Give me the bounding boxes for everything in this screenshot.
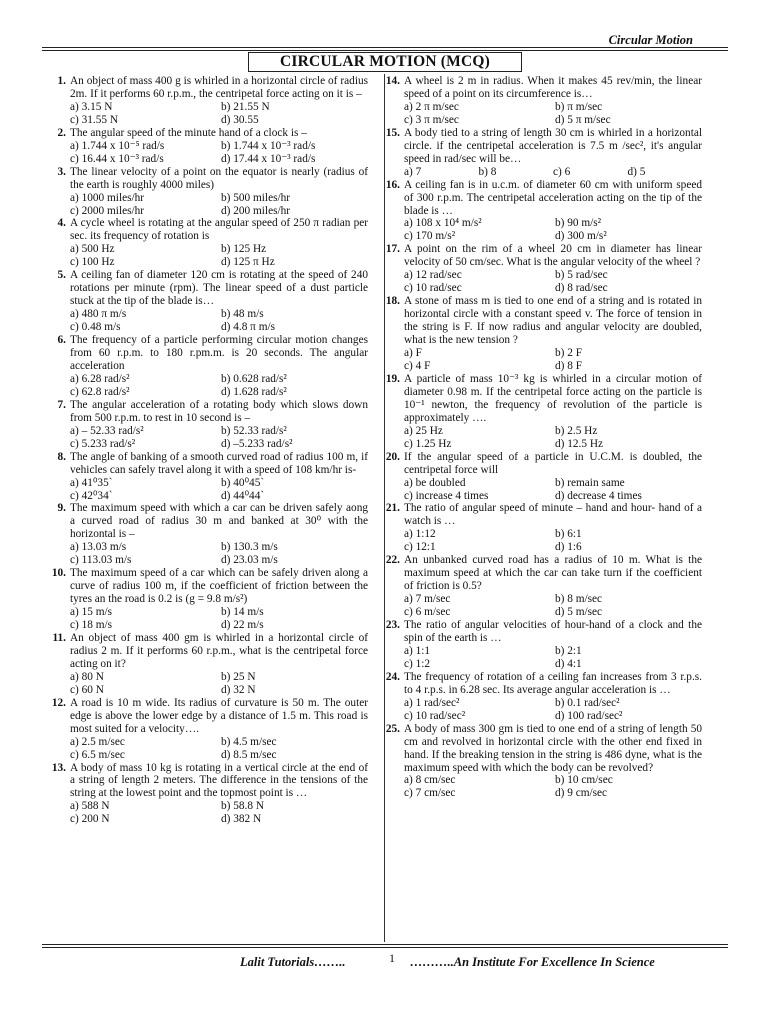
answer-option: b) 52.33 rad/s² (221, 424, 287, 437)
options-grid (70, 671, 368, 697)
answer-option: d) 125 π Hz (221, 256, 275, 269)
answer-option: b) 48 m/s (221, 308, 264, 321)
options-grid (404, 166, 702, 179)
answer-option: b) 6:1 (555, 528, 582, 541)
question-text: An object of mass 400 gm is whirled in a horizontal circle of radius 2 m. If it performs 60 r.p.m., what is the centripetal force acting on it? (70, 631, 368, 670)
answer-option: c) 0.48 m/s (70, 321, 121, 334)
answer-option: c) 100 Hz (70, 256, 115, 269)
answer-option: b) 25 N (221, 670, 256, 683)
question-item (385, 502, 702, 554)
options-grid (404, 477, 702, 503)
question-number: 24. (385, 670, 400, 683)
top-rule (42, 47, 728, 51)
question-text: A ceiling fan of diameter 120 cm is rotating at the speed of 240 rotations per minute (rpm). The linear speed of a dust particle stuck at the tip of the blade is… (70, 269, 368, 308)
answer-option: b) 5 rad/sec (555, 269, 608, 282)
answer-option: a) 480 π m/s (70, 308, 127, 321)
answer-option: c) 12:1 (404, 541, 436, 554)
options-grid (70, 192, 368, 218)
answer-option: a) 15 m/s (70, 606, 113, 619)
answer-option: b) 4.5 m/sec (221, 735, 277, 748)
answer-option: a) 1.744 x 10⁻⁵ rad/s (70, 139, 165, 152)
question-text: An object of mass 400 g is whirled in a horizontal circle of radius 2m. If it performs 60 r.p.m., the centripetal force acting on it is – (70, 75, 368, 100)
answer-option: a) 2 π m/sec (404, 100, 459, 113)
answer-option: a) 2.5 m/sec (70, 735, 125, 748)
answer-option: d) 32 N (221, 683, 256, 696)
answer-option: c) 7 cm/sec (404, 787, 456, 800)
question-text: An unbanked curved road has a radius of 10 m. What is the maximum speed at which the car can take turn if the coefficient of friction is 0.5? (404, 554, 702, 593)
answer-option: b) 2:1 (555, 644, 582, 657)
question-item (57, 398, 368, 451)
question-text: A road is 10 m wide. Its radius of curvature is 50 m. The outer edge is above the lower edge by a distance of 1.5 m. This road is most suited for a velocity…. (70, 696, 368, 735)
answer-option: d) 30.55 (221, 113, 259, 126)
question-item (51, 567, 368, 632)
answer-option: b) 8 m/sec (555, 593, 603, 606)
options-grid (404, 425, 702, 451)
question-text: The maximum speed of a car which can be safely driven along a curve of radius 100 m, if the coefficient of friction between the tyres an the road is 0.2 is (g = 9.8 m/s²) (70, 567, 368, 606)
options-grid (70, 373, 368, 399)
question-text: The angle of banking of a smooth curved road of radius 100 m, if vehicles can safely travel along it with a speed of 108 km/hr is- (70, 450, 368, 476)
answer-option: d) 5 m/sec (555, 606, 603, 619)
answer-option: c) 16.44 x 10⁻³ rad/s (70, 152, 164, 165)
options-grid (70, 140, 368, 166)
answer-option: a) 588 N (70, 800, 110, 813)
answer-option: a) 41⁰35` (70, 476, 113, 489)
answer-option: b) π m/sec (555, 100, 603, 113)
answer-option: d) 8 F (555, 359, 582, 372)
options-grid (404, 645, 702, 671)
options-grid (404, 347, 702, 373)
question-item (385, 450, 702, 503)
question-text: The maximum speed with which a car can be driven safely aong a curved road of radius 30 m and banked at 30⁰ with the horizontal is – (70, 502, 368, 541)
answer-option: d) 300 m/s² (555, 230, 607, 243)
options-grid (70, 541, 368, 567)
question-number: 18. (385, 295, 400, 308)
question-item (385, 670, 702, 723)
answer-option: c) 18 m/s (70, 619, 113, 632)
question-number: 10. (51, 567, 66, 580)
question-number: 15. (385, 126, 400, 139)
answer-option: c) 3 π m/sec (404, 113, 459, 126)
answer-option: b) remain same (555, 476, 625, 489)
question-item (57, 217, 368, 269)
options-grid (404, 774, 702, 800)
left-column (51, 75, 368, 826)
question-text: The frequency of a particle performing circular motion changes from 60 r.p.m. to 180 r.pm.m. is 20 seconds. The angular acceleration (70, 334, 368, 372)
question-number: 19. (385, 372, 400, 385)
question-item (57, 450, 368, 503)
answer-option: b) 21.55 N (221, 100, 270, 113)
answer-option: a) F (404, 347, 422, 360)
answer-option: b) 14 m/s (221, 606, 264, 619)
answer-option: a) 80 N (70, 670, 104, 683)
question-text: The angular acceleration of a rotating body which slows down from 500 r.p.m. to rest in 10 second is – (70, 398, 368, 424)
answer-option: d) 4:1 (555, 657, 582, 670)
options-grid (404, 528, 702, 554)
answer-option: c) 62.8 rad/s² (70, 385, 130, 398)
answer-option: a) 7 m/sec (404, 593, 451, 606)
question-number: 7. (57, 398, 66, 411)
question-text: A particle of mass 10⁻³ kg is whirled in a circular motion of diameter 0.98 m. If the centripetal force acting on the particle is 10⁻¹ newton, the frequency of revolution of the particle is approximately …. (404, 372, 702, 424)
question-item (57, 126, 368, 166)
answer-option: c) 6 (553, 165, 571, 178)
question-text: A body tied to a string of length 30 cm is whirled in a horizontal circle. if the centripetal acceleration is 7.5 m /sec², it's angular speed in rad/sec will be… (404, 126, 702, 165)
answer-option: b) 0.1 rad/sec² (555, 696, 620, 709)
answer-option: b) 130.3 m/s (221, 541, 278, 554)
answer-option: d) 5 π m/sec (555, 113, 611, 126)
answer-option: d) 23.03 m/s (221, 554, 278, 567)
answer-option: d) –5.233 rad/s² (221, 437, 293, 450)
question-item (51, 761, 368, 827)
question-number: 8. (57, 450, 66, 463)
answer-option: b) 2 F (555, 347, 582, 360)
answer-option: d) 12.5 Hz (555, 437, 604, 450)
question-text: A body of mass 10 kg is rotating in a vertical circle at the end of a string of length 2 meters. The difference in the tensions of the string at the lowest point and the topmost point is … (70, 761, 368, 800)
options-grid (70, 243, 368, 269)
question-item (57, 165, 368, 218)
answer-option: b) 40⁰45` (221, 476, 265, 489)
answer-option: d) 382 N (221, 813, 262, 826)
answer-option: d) decrease 4 times (555, 489, 642, 502)
options-grid (70, 308, 368, 334)
footer-institute: Lalit Tutorials…….. (240, 955, 346, 969)
answer-option: d) 22 m/s (221, 619, 264, 632)
question-number: 3. (57, 165, 66, 178)
question-item (385, 295, 702, 373)
question-item (385, 372, 702, 451)
answer-option: c) 42⁰34` (70, 489, 113, 502)
answer-option: d) 8 rad/sec (555, 282, 608, 295)
answer-option: c) 5.233 rad/s² (70, 437, 136, 450)
question-text: The frequency of rotation of a ceiling fan increases from 3 r.p.s. to 4 r.p.s. in 6.28 sec. Its average angular acceleration is … (404, 670, 702, 696)
answer-option: a) 3.15 N (70, 100, 113, 113)
answer-option: b) 125 Hz (221, 243, 267, 256)
question-item (57, 269, 368, 334)
question-text: A point on the rim of a wheel 20 cm in diameter has linear velocity of 50 cm/sec. What is the angular velocity of the wheel ? (404, 243, 702, 269)
answer-option: c) 6.5 m/sec (70, 748, 125, 761)
answer-option: d) 17.44 x 10⁻³ rad/s (221, 152, 316, 165)
question-text: A body of mass 300 gm is tied to one end of a string of length 50 cm and revolved in horizontal circle with the other end fixed in hand. If the breaking tension in the string is 486 dyne, what is the maximum speed with which the body can be revolved? (404, 722, 702, 774)
answer-option: c) increase 4 times (404, 489, 489, 502)
question-text: The linear velocity of a point on the equator is nearly (radius of the earth is roughly 4000 miles) (70, 165, 368, 191)
question-item (385, 126, 702, 179)
bottom-rule (42, 944, 728, 948)
answer-option: a) 6.28 rad/s² (70, 372, 130, 385)
answer-option: b) 1.744 x 10⁻³ rad/s (221, 139, 316, 152)
answer-option: c) 60 N (70, 683, 104, 696)
question-number: 9. (57, 502, 66, 515)
options-grid (70, 800, 368, 826)
answer-option: c) 10 rad/sec² (404, 709, 466, 722)
options-grid (70, 736, 368, 762)
answer-option: a) 13.03 m/s (70, 541, 127, 554)
question-item (57, 75, 368, 127)
answer-option: d) 4.8 π m/s (221, 321, 276, 334)
question-item (385, 75, 702, 127)
answer-option: c) 113.03 m/s (70, 554, 132, 567)
question-item (52, 631, 368, 697)
question-item (385, 722, 702, 801)
question-number: 20. (385, 450, 400, 463)
question-text: The ratio of angular speed of minute – hand and hour- hand of a watch is … (404, 502, 702, 528)
question-item (57, 502, 368, 567)
question-number: 17. (385, 243, 400, 256)
question-item (385, 619, 702, 671)
question-item (57, 334, 368, 399)
answer-option: b) 10 cm/sec (555, 774, 613, 787)
answer-option: c) 6 m/sec (404, 606, 451, 619)
question-text: A cycle wheel is rotating at the angular speed of 250 π radian per sec. its frequency of rotation is (70, 217, 368, 243)
answer-option: a) 7 (404, 165, 422, 178)
answer-option: a) be doubled (404, 476, 466, 489)
question-number: 1. (57, 75, 66, 87)
question-text: A stone of mass m is tied to one end of a string and is rotated in horizontal circle with a constant speed v. The force of tension in the string is F. If now radius and angular velocity are doubled, what is the new tension ? (404, 295, 702, 347)
question-number: 13. (51, 761, 66, 774)
question-text: The ratio of angular velocities of hour-hand of a clock and the spin of the earth is … (404, 619, 702, 644)
answer-option: d) 1:6 (555, 541, 582, 554)
answer-option: a) – 52.33 rad/s² (70, 424, 144, 437)
options-grid (404, 697, 702, 723)
answer-option: b) 90 m/s² (555, 217, 602, 230)
question-text: A ceiling fan is in u.c.m. of diameter 60 cm with uniform speed of 300 r.p.m. The centripetal acceleration acting on the tip of the blade is … (404, 178, 702, 217)
answer-option: a) 1000 miles/hr (70, 191, 145, 204)
question-number: 11. (52, 631, 66, 644)
answer-option: b) 0.628 rad/s² (221, 372, 287, 385)
answer-option: c) 4 F (404, 359, 431, 372)
answer-option: c) 1:2 (404, 657, 431, 670)
answer-option: b) 500 miles/hr (221, 191, 291, 204)
answer-option: c) 170 m/s² (404, 230, 456, 243)
options-grid (404, 101, 702, 127)
page-number: 1 (389, 951, 395, 965)
answer-option: c) 10 rad/sec (404, 282, 462, 295)
options-grid (404, 269, 702, 295)
answer-option: a) 25 Hz (404, 424, 443, 437)
question-number: 25. (385, 722, 400, 735)
answer-option: a) 8 cm/sec (404, 774, 456, 787)
question-number: 22. (385, 554, 400, 567)
question-number: 23. (385, 619, 400, 632)
answer-option: a) 1:12 (404, 528, 436, 541)
answer-option: a) 12 rad/sec (404, 269, 462, 282)
question-number: 4. (57, 217, 66, 230)
question-number: 21. (385, 502, 400, 515)
question-text: If the angular speed of a particle in U.C.M. is doubled, the centripetal force will (404, 450, 702, 476)
answer-option: d) 1.628 rad/s² (221, 385, 287, 398)
question-number: 14. (385, 75, 400, 87)
answer-option: c) 31.55 N (70, 113, 119, 126)
question-number: 5. (57, 269, 66, 282)
answer-option: d) 5 (627, 165, 646, 178)
question-item (385, 178, 702, 244)
answer-option: b) 58.8 N (221, 800, 264, 813)
answer-option: b) 2.5 Hz (555, 424, 598, 437)
answer-option: c) 200 N (70, 813, 110, 826)
options-grid (404, 593, 702, 619)
options-grid (70, 477, 368, 503)
page-title: CIRCULAR MOTION (MCQ) (248, 52, 522, 72)
answer-option: a) 108 x 10⁴ m/s² (404, 217, 482, 230)
answer-option: d) 9 cm/sec (555, 787, 608, 800)
question-item (51, 696, 368, 762)
answer-option: a) 500 Hz (70, 243, 115, 256)
answer-option: d) 200 miles/hr (221, 204, 291, 217)
answer-option: d) 100 rad/sec² (555, 709, 623, 722)
question-number: 12. (51, 696, 66, 709)
answer-option: c) 1.25 Hz (404, 437, 452, 450)
answer-option: a) 1:1 (404, 644, 431, 657)
question-number: 6. (57, 334, 66, 347)
options-grid (70, 606, 368, 632)
question-number: 16. (385, 178, 400, 191)
options-grid (404, 217, 702, 243)
answer-option: b) 8 (478, 165, 497, 178)
answer-option: d) 44⁰44` (221, 489, 265, 502)
question-item (385, 554, 702, 619)
options-grid (70, 425, 368, 451)
answer-option: c) 2000 miles/hr (70, 204, 145, 217)
answer-option: d) 8.5 m/sec (221, 748, 277, 761)
question-number: 2. (57, 126, 66, 139)
question-text: A wheel is 2 m in radius. When it makes 45 rev/min, the linear speed of a point on its circumference is… (404, 75, 702, 100)
options-grid (70, 101, 368, 127)
right-column (385, 75, 702, 800)
question-text: The angular speed of the minute hand of a clock is – (70, 126, 307, 139)
header-subject: Circular Motion (608, 33, 693, 47)
footer-tagline: ………..An Institute For Excellence In Science (410, 955, 655, 969)
answer-option: a) 1 rad/sec² (404, 696, 460, 709)
question-item (385, 243, 702, 295)
